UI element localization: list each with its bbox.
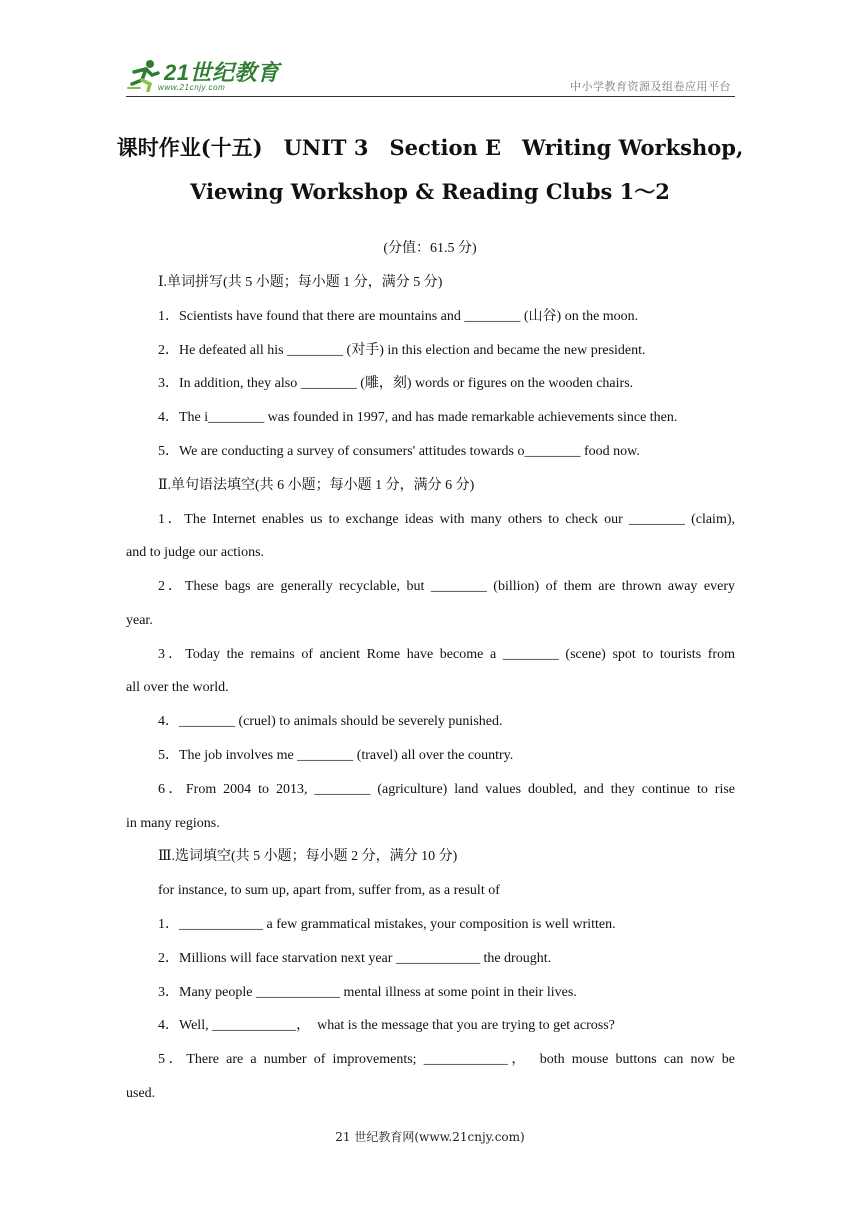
page-title-line-1: 课时作业(十五) UNIT 3 Section E Writing Workshop, — [116, 135, 744, 160]
section-1-item: 2．He defeated all his ________ (对手) in this election and became the new president. — [158, 343, 646, 358]
section-3-item-5: 5．There are a number of improvements; ____________， both mouse buttons can now be — [158, 1052, 735, 1067]
section-2-item-1-cont: and to judge our actions. — [126, 545, 265, 560]
section-3-heading: Ⅲ.选词填空(共 5 小题；每小题 2 分，满分 10 分) — [158, 849, 458, 864]
section-3-item-5-cont: used. — [126, 1086, 156, 1101]
section-2-heading: Ⅱ.单句语法填空(共 6 小题；每小题 1 分，满分 6 分) — [158, 478, 475, 493]
section-2-item-3: 3．Today the remains of ancient Rome have become a ________ (scene) spot to tourists from — [158, 647, 735, 662]
section-1-item: 5．We are conducting a survey of consumers' attitudes towards o________ food now. — [158, 444, 640, 459]
runner-logo-icon — [126, 58, 162, 92]
logo-text: 21世纪教育 — [164, 60, 280, 85]
section-2-item-3-cont: all over the world. — [126, 680, 229, 695]
section-1-item: 4．The i________ was founded in 1997, and has made remarkable achievements since then. — [158, 410, 678, 425]
section-2-item-6: 6．From 2004 to 2013, ________ (agriculture) land values doubled, and they continue to rise — [158, 782, 735, 797]
section-2-item-5: 5．The job involves me ________ (travel) all over the country. — [158, 748, 514, 763]
section-2-item-4: 4．________ (cruel) to animals should be severely punished. — [158, 714, 503, 729]
page-title-line-2: Viewing Workshop & Reading Clubs 1～2 — [190, 179, 670, 204]
word-bank: for instance, to sum up, apart from, suffer from, as a result of — [158, 883, 500, 898]
section-1-heading: Ⅰ.单词拼写(共 5 小题；每小题 1 分，满分 5 分) — [158, 275, 443, 290]
section-2-item-1: 1．The Internet enables us to exchange ideas with many others to check our ________ (claim), — [158, 512, 735, 527]
section-1-item: 3．In addition, they also ________ (雕，刻) words or figures on the wooden chairs. — [158, 376, 634, 391]
section-2-item-6-cont: in many regions. — [126, 816, 220, 831]
page-header — [126, 58, 735, 97]
section-3-item-1: 1．____________ a few grammatical mistakes, your composition is well written. — [158, 917, 616, 932]
platform-tagline: 中小学教育资源及组卷应用平台 — [570, 80, 731, 93]
logo — [126, 58, 286, 94]
section-2-item-2-cont: year. — [126, 613, 153, 628]
section-1-item: 1．Scientists have found that there are mountains and ________ (山谷) on the moon. — [158, 309, 639, 324]
section-3-item-4: 4．Well, ____________， what is the message that you are trying to get across? — [158, 1018, 615, 1033]
section-2-item-2: 2．These bags are generally recyclable, but ________ (billion) of them are thrown away every — [158, 579, 735, 594]
logo-url: www.21cnjy.com — [158, 83, 226, 92]
section-3-item-3: 3．Many people ____________ mental illness at some point in their lives. — [158, 985, 577, 1000]
page-footer: 21 世纪教育网(www.21cnjy.com) — [335, 1130, 525, 1144]
section-3-item-2: 2．Millions will face starvation next year ____________ the drought. — [158, 951, 552, 966]
score-line: (分值：61.5 分) — [383, 241, 477, 256]
